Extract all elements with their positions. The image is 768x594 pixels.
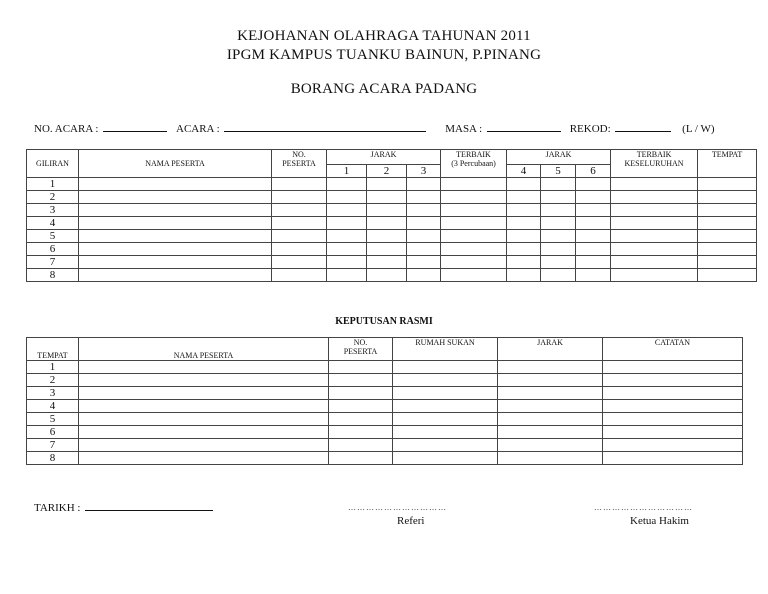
col-giliran: GILIRAN [27, 150, 79, 178]
entry-cell[interactable] [329, 387, 393, 400]
entry-cell[interactable] [611, 217, 698, 230]
attempt-1-header: 1 [327, 165, 367, 178]
entry-cell[interactable] [698, 230, 757, 243]
col-no-peserta-line1: NO. [292, 150, 306, 159]
col2-no-peserta [329, 338, 393, 361]
entry-cell[interactable] [541, 256, 576, 269]
col2-tempat: TEMPAT [27, 338, 79, 361]
entry-cell[interactable] [327, 204, 367, 217]
entry-cell[interactable] [367, 230, 407, 243]
entry-cell[interactable] [576, 217, 611, 230]
entry-cell[interactable] [79, 400, 329, 413]
col2-rumah-sukan: RUMAH SUKAN [393, 338, 498, 361]
entry-cell[interactable] [327, 217, 367, 230]
gender-label: (L / W) [682, 123, 715, 135]
table-row [27, 243, 757, 256]
tarikh-label: TARIKH : [34, 502, 81, 514]
entry-cell[interactable] [79, 439, 329, 452]
attempt-6-header: 6 [576, 165, 611, 178]
referi-label: Referi [397, 515, 425, 527]
entry-cell[interactable] [367, 217, 407, 230]
col-no-peserta-line2: PESERTA [282, 159, 316, 168]
entry-cell[interactable] [603, 361, 743, 374]
entry-cell[interactable] [576, 204, 611, 217]
form-title: BORANG ACARA PADANG [290, 81, 478, 97]
attempt-5-header: 5 [541, 165, 576, 178]
attempts-table [26, 149, 757, 282]
entry-cell[interactable] [603, 374, 743, 387]
entry-cell[interactable] [698, 204, 757, 217]
table-row [27, 374, 743, 387]
entry-cell[interactable] [407, 204, 441, 217]
entry-cell[interactable] [407, 178, 441, 191]
entry-cell[interactable] [327, 256, 367, 269]
entry-cell[interactable] [441, 256, 507, 269]
entry-cell[interactable] [329, 374, 393, 387]
entry-cell[interactable] [393, 452, 498, 465]
entry-cell[interactable] [498, 361, 603, 374]
entry-cell[interactable] [272, 243, 327, 256]
event-fields [34, 121, 715, 135]
entry-cell[interactable] [611, 256, 698, 269]
entry-cell[interactable] [393, 361, 498, 374]
col-jarak-2: JARAK [507, 150, 611, 165]
entry-cell[interactable] [576, 191, 611, 204]
event-title: KEJOHANAN OLAHRAGA TAHUNAN 2011 [237, 28, 531, 44]
entry-cell[interactable] [498, 400, 603, 413]
entry-cell[interactable] [507, 204, 541, 217]
col2-no-peserta-line2: PESERTA [343, 347, 378, 356]
entry-cell[interactable] [79, 256, 272, 269]
attempt-3-header: 3 [407, 165, 441, 178]
entry-cell[interactable] [272, 269, 327, 282]
col-no-peserta [272, 150, 327, 178]
entry-cell[interactable] [698, 269, 757, 282]
col2-no-peserta-line1: NO. [353, 338, 368, 347]
giliran-number: 6 [27, 243, 79, 256]
entry-cell[interactable] [498, 387, 603, 400]
tempat-number: 8 [27, 452, 79, 465]
table-row [27, 256, 757, 269]
entry-cell[interactable] [79, 452, 329, 465]
entry-cell[interactable] [367, 243, 407, 256]
rekod-blank[interactable] [615, 121, 671, 132]
col-tempat: TEMPAT [698, 150, 757, 178]
entry-cell[interactable] [507, 230, 541, 243]
entry-cell[interactable] [498, 439, 603, 452]
entry-cell[interactable] [367, 191, 407, 204]
entry-cell[interactable] [603, 452, 743, 465]
entry-cell[interactable] [576, 178, 611, 191]
ketua-hakim-signature-line[interactable]: …………………………… [594, 503, 693, 512]
entry-cell[interactable] [611, 243, 698, 256]
entry-cell[interactable] [393, 374, 498, 387]
entry-cell[interactable] [407, 256, 441, 269]
entry-cell[interactable] [541, 243, 576, 256]
entry-cell[interactable] [367, 204, 407, 217]
col-keseluruhan-line2: KESELURUHAN [624, 159, 684, 168]
acara-label: ACARA : [176, 123, 220, 135]
entry-cell[interactable] [393, 413, 498, 426]
entry-cell[interactable] [407, 191, 441, 204]
entry-cell[interactable] [407, 269, 441, 282]
entry-cell[interactable] [367, 178, 407, 191]
entry-cell[interactable] [498, 413, 603, 426]
entry-cell[interactable] [393, 387, 498, 400]
entry-cell[interactable] [329, 426, 393, 439]
giliran-number: 5 [27, 230, 79, 243]
entry-cell[interactable] [272, 256, 327, 269]
table-row [27, 413, 743, 426]
giliran-number: 7 [27, 256, 79, 269]
col-terbaik-keseluruhan [611, 150, 698, 178]
entry-cell[interactable] [441, 178, 507, 191]
entry-cell[interactable] [327, 243, 367, 256]
entry-cell[interactable] [698, 191, 757, 204]
entry-cell[interactable] [393, 426, 498, 439]
tempat-number: 5 [27, 413, 79, 426]
tempat-number: 4 [27, 400, 79, 413]
entry-cell[interactable] [698, 217, 757, 230]
entry-cell[interactable] [603, 439, 743, 452]
giliran-number: 4 [27, 217, 79, 230]
entry-cell[interactable] [393, 400, 498, 413]
entry-cell[interactable] [79, 413, 329, 426]
giliran-number: 2 [27, 191, 79, 204]
entry-cell[interactable] [541, 217, 576, 230]
entry-cell[interactable] [441, 243, 507, 256]
entry-cell[interactable] [541, 191, 576, 204]
entry-cell[interactable] [407, 230, 441, 243]
entry-cell[interactable] [79, 178, 272, 191]
attempt-4-header: 4 [507, 165, 541, 178]
table-row [27, 426, 743, 439]
entry-cell[interactable] [611, 230, 698, 243]
entry-cell[interactable] [327, 230, 367, 243]
rekod-label: REKOD: [569, 123, 611, 135]
entry-cell[interactable] [79, 191, 272, 204]
entry-cell[interactable] [79, 374, 329, 387]
entry-cell[interactable] [611, 191, 698, 204]
table-row [27, 439, 743, 452]
results-table [26, 337, 743, 465]
attempt-2-header: 2 [367, 165, 407, 178]
official-results-title: KEPUTUSAN RASMI [335, 316, 433, 327]
entry-cell[interactable] [441, 204, 507, 217]
tempat-number: 1 [27, 361, 79, 374]
entry-cell[interactable] [79, 426, 329, 439]
acara-blank[interactable] [224, 121, 426, 132]
giliran-number: 8 [27, 269, 79, 282]
entry-cell[interactable] [393, 439, 498, 452]
tempat-number: 2 [27, 374, 79, 387]
entry-cell[interactable] [79, 204, 272, 217]
entry-cell[interactable] [407, 217, 441, 230]
col-jarak-1: JARAK [327, 150, 441, 165]
col2-catatan: CATATAN [603, 338, 743, 361]
tempat-number: 7 [27, 439, 79, 452]
col-terbaik-line2: (3 Percubaan) [451, 159, 496, 168]
entry-cell[interactable] [329, 452, 393, 465]
entry-cell[interactable] [576, 256, 611, 269]
entry-cell[interactable] [407, 243, 441, 256]
entry-cell[interactable] [441, 269, 507, 282]
entry-cell[interactable] [576, 230, 611, 243]
table-row [27, 191, 757, 204]
no-acara-blank[interactable] [103, 121, 167, 132]
entry-cell[interactable] [272, 191, 327, 204]
tempat-number: 3 [27, 387, 79, 400]
entry-cell[interactable] [327, 178, 367, 191]
entry-cell[interactable] [507, 269, 541, 282]
entry-cell[interactable] [576, 243, 611, 256]
table-row [27, 178, 757, 191]
table-row [27, 269, 757, 282]
entry-cell[interactable] [367, 256, 407, 269]
tempat-number: 6 [27, 426, 79, 439]
entry-cell[interactable] [272, 230, 327, 243]
table-row [27, 361, 743, 374]
entry-cell[interactable] [603, 426, 743, 439]
entry-cell[interactable] [79, 361, 329, 374]
entry-cell[interactable] [79, 243, 272, 256]
entry-cell[interactable] [498, 452, 603, 465]
entry-cell[interactable] [441, 230, 507, 243]
entry-cell[interactable] [327, 269, 367, 282]
entry-cell[interactable] [327, 191, 367, 204]
entry-cell[interactable] [79, 230, 272, 243]
entry-cell[interactable] [507, 256, 541, 269]
entry-cell[interactable] [329, 439, 393, 452]
col2-jarak: JARAK [498, 338, 603, 361]
table-row [27, 217, 757, 230]
col-nama-peserta: NAMA PESERTA [79, 150, 272, 178]
giliran-number: 1 [27, 178, 79, 191]
campus-title: IPGM KAMPUS TUANKU BAINUN, P.PINANG [226, 47, 542, 63]
entry-cell[interactable] [272, 178, 327, 191]
entry-cell[interactable] [603, 400, 743, 413]
entry-cell[interactable] [329, 400, 393, 413]
col-keseluruhan-line1: TERBAIK [636, 150, 672, 159]
entry-cell[interactable] [329, 413, 393, 426]
entry-cell[interactable] [507, 217, 541, 230]
entry-cell[interactable] [611, 204, 698, 217]
entry-cell[interactable] [367, 269, 407, 282]
giliran-number: 3 [27, 204, 79, 217]
entry-cell[interactable] [498, 426, 603, 439]
entry-cell[interactable] [272, 217, 327, 230]
entry-cell[interactable] [79, 269, 272, 282]
entry-cell[interactable] [507, 178, 541, 191]
tarikh-blank[interactable] [85, 500, 213, 511]
table-row [27, 387, 743, 400]
entry-cell[interactable] [79, 387, 329, 400]
table-row [27, 204, 757, 217]
table-row [27, 400, 743, 413]
tarikh-field [34, 500, 213, 514]
entry-cell[interactable] [507, 243, 541, 256]
table-row [27, 230, 757, 243]
col-terbaik-line1: TERBAIK [456, 150, 491, 159]
masa-label: MASA : [445, 123, 483, 135]
entry-cell[interactable] [79, 217, 272, 230]
entry-cell[interactable] [272, 204, 327, 217]
table-row [27, 452, 743, 465]
entry-cell[interactable] [498, 374, 603, 387]
referi-signature-line[interactable]: …………………………… [348, 503, 447, 512]
masa-blank[interactable] [487, 121, 561, 132]
entry-cell[interactable] [611, 178, 698, 191]
entry-cell[interactable] [329, 361, 393, 374]
ketua-hakim-label: Ketua Hakim [630, 515, 689, 527]
entry-cell[interactable] [541, 230, 576, 243]
col-terbaik-3 [441, 150, 507, 178]
entry-cell[interactable] [541, 204, 576, 217]
entry-cell[interactable] [698, 243, 757, 256]
entry-cell[interactable] [441, 217, 507, 230]
entry-cell[interactable] [603, 413, 743, 426]
entry-cell[interactable] [611, 269, 698, 282]
entry-cell[interactable] [541, 269, 576, 282]
no-acara-label: NO. ACARA : [34, 123, 99, 135]
entry-cell[interactable] [576, 269, 611, 282]
col2-nama-peserta: NAMA PESERTA [79, 338, 329, 361]
entry-cell[interactable] [698, 178, 757, 191]
entry-cell[interactable] [507, 191, 541, 204]
entry-cell[interactable] [541, 178, 576, 191]
entry-cell[interactable] [441, 191, 507, 204]
entry-cell[interactable] [698, 256, 757, 269]
entry-cell[interactable] [603, 387, 743, 400]
